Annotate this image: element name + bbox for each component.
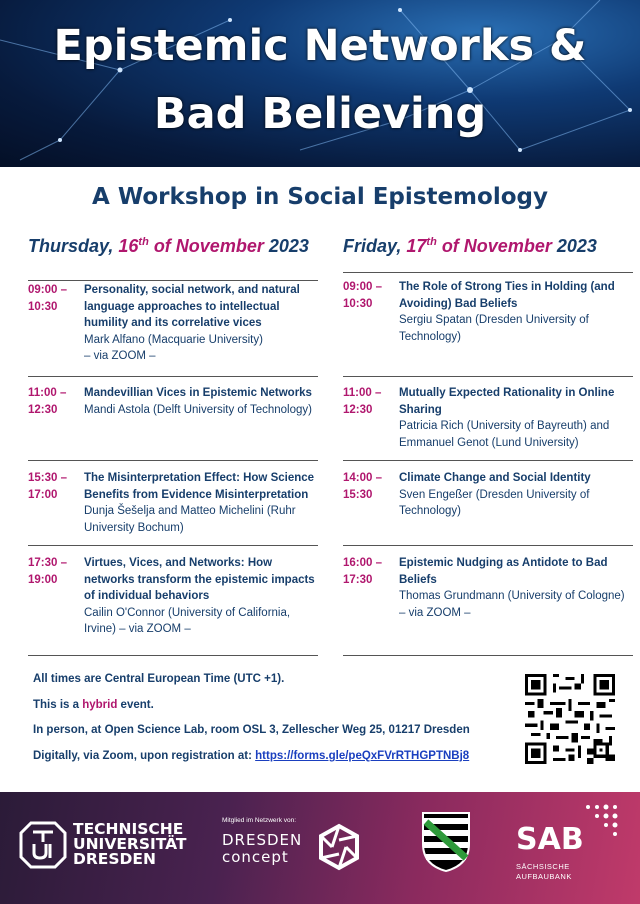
sab-dots-icon	[583, 802, 623, 842]
workshop-subtitle: A Workshop in Social Epistemology	[92, 184, 548, 210]
session-speaker: Mandi Astola (Delft University of Technology)	[84, 403, 312, 416]
divider	[343, 545, 633, 546]
tu-dresden-logo-icon	[18, 820, 68, 870]
session-title: Mandevillian Vices in Epistemic Networks	[84, 387, 312, 399]
session-speaker: Thomas Grundmann (University of Cologne) – via ZOOM –	[399, 590, 625, 619]
session-title: Mutually Expected Rationality in Online Sharing	[399, 387, 615, 416]
header-banner	[0, 0, 640, 167]
session-speaker: Mark Alfano (Macquarie University)	[84, 333, 263, 346]
hybrid-note: This is a hybrid event.	[33, 699, 154, 711]
network-member-note: Mitglied im Netzwerk von:	[222, 817, 297, 824]
saxony-coat-of-arms-icon	[420, 810, 472, 874]
session-speaker: Patricia Rich (University of Bayreuth) and Emmanuel Genot (Lund University)	[399, 420, 610, 449]
divider	[28, 460, 318, 461]
registration-link[interactable]: https://forms.gle/peQxFVrRTHGPTNBj8	[255, 750, 470, 762]
session-title: Virtues, Vices, and Networks: How networks transform the epistemic impacts of individual behaviors	[84, 557, 315, 602]
session-title: The Role of Strong Ties in Holding (and Avoiding) Bad Beliefs	[399, 281, 615, 310]
session-title: Personality, social network, and natural language approaches to intellectual humility and its correlative vices	[84, 284, 300, 329]
title-line-1: Epistemic Networks &	[53, 21, 587, 71]
divider	[343, 376, 633, 377]
session-title: Climate Change and Social Identity	[399, 472, 591, 484]
sponsor-footer	[0, 792, 640, 904]
session-speaker: Dunja Šešelja and Matteo Michelini (Ruhr University Bochum)	[84, 505, 296, 534]
divider	[28, 376, 318, 377]
sab-logo: SAB	[516, 822, 584, 857]
session-note: – via ZOOM –	[84, 350, 156, 362]
qr-code[interactable]	[525, 674, 615, 764]
divider	[343, 460, 633, 461]
sab-full-name: SÄCHSISCHE AUFBAUBANK	[516, 862, 572, 881]
digital-note: Digitally, via Zoom, upon registration at: https://forms.gle/peQxFVrRTHGPTNBj8	[33, 750, 470, 762]
session-title: The Misinterpretation Effect: How Science Benefits from Evidence Misinterpretation	[84, 472, 315, 501]
thursday-heading: Thursday, 16th of November 2023	[28, 236, 309, 256]
session-speaker: Cailin O'Connor (University of California, Irvine) – via ZOOM –	[84, 606, 291, 635]
title-line-2: Bad Believing	[153, 89, 487, 139]
divider	[28, 280, 318, 281]
divider	[343, 272, 633, 273]
dresden-concept-logo: DRESDEN concept	[222, 831, 303, 866]
timezone-note: All times are Central European Time (UTC +1).	[33, 673, 285, 685]
session-title: Epistemic Nudging as Antidote to Bad Beliefs	[399, 557, 608, 586]
divider	[28, 545, 318, 546]
divider	[343, 655, 633, 656]
tu-dresden-name: TECHNISCHE UNIVERSITÄT DRESDEN	[73, 820, 187, 868]
friday-heading: Friday, 17th of November 2023	[343, 236, 597, 256]
divider	[28, 655, 318, 656]
in-person-note: In person, at Open Science Lab, room OSL 3, Zellescher Weg 25, 01217 Dresden	[33, 724, 470, 736]
session-speaker: Sergiu Spatan (Dresden University of Technology)	[399, 314, 589, 343]
session-speaker: Sven Engeßer (Dresden University of Technology)	[399, 488, 590, 517]
dresden-concept-aperture-icon	[314, 822, 364, 872]
